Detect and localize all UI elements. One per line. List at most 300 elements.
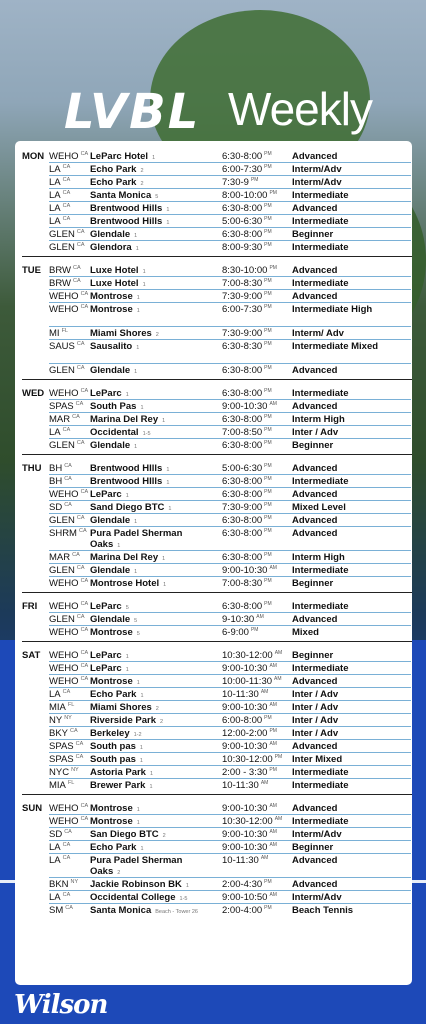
- wilson-logo: Wilson: [14, 990, 108, 1020]
- court-number: 1: [136, 308, 140, 314]
- venue-name: Montrose 5: [90, 627, 140, 638]
- row-separator: [49, 739, 411, 740]
- court-number: 1: [152, 155, 156, 161]
- state-code: CA: [62, 177, 71, 183]
- skill-level: Intermediate: [292, 663, 349, 674]
- brand-logo: LVBL: [64, 84, 201, 140]
- venue-name: Montrose 1: [90, 304, 140, 315]
- skill-level: Intermediate High: [292, 304, 373, 315]
- am-pm: PM: [269, 767, 277, 773]
- state-code: CA: [80, 151, 89, 157]
- location-code: WEHO $^{CA}$: [49, 388, 89, 400]
- venue-name: Santa Monica 5: [90, 190, 159, 201]
- row-separator: [49, 500, 411, 501]
- session-time: 10-11:30 $^{AM}$: [222, 780, 269, 792]
- location-code: WEHO $^{CA}$: [49, 803, 89, 815]
- state-code: CA: [80, 388, 89, 394]
- venue-name: San Diego BTC 2: [90, 829, 166, 840]
- row-separator: [49, 778, 411, 779]
- schedule-row: [15, 242, 412, 255]
- court-number: Beach - Tower 26: [155, 909, 198, 915]
- state-code: FL: [67, 702, 75, 708]
- state-code: CA: [75, 401, 84, 407]
- skill-level: Intermediate: [292, 216, 349, 227]
- venue-name: Riverside Park 2: [90, 715, 164, 726]
- state-code: CA: [70, 728, 78, 734]
- location-code: GLEN $^{CA}$: [49, 242, 85, 254]
- skill-level: Inter / Adv: [292, 427, 339, 438]
- session-time: 9:00-10:50 $^{AM}$: [222, 892, 277, 904]
- venue-name: Glendale 1: [90, 515, 138, 526]
- session-time: 6:30-8:00 $^{PM}$: [222, 365, 272, 377]
- day-label: WED: [22, 388, 45, 399]
- am-pm: PM: [274, 754, 283, 760]
- location-code: LA $^{CA}$: [49, 427, 71, 439]
- schedule-row: [15, 304, 412, 328]
- row-separator: [49, 276, 411, 277]
- am-pm: PM: [264, 440, 272, 446]
- court-number: 1: [134, 369, 138, 375]
- skill-level: Interm/Adv: [292, 164, 342, 175]
- session-time: 7:30-9 $^{PM}$: [222, 177, 259, 189]
- schedule-card: [15, 141, 412, 985]
- state-code: CA: [80, 601, 89, 607]
- state-code: CA: [80, 304, 89, 310]
- court-number: 1: [149, 771, 154, 777]
- am-pm: PM: [250, 627, 259, 633]
- skill-level: Inter / Adv: [292, 689, 339, 700]
- am-pm: PM: [269, 728, 277, 734]
- session-time: 6:00-7:30 $^{PM}$: [222, 304, 272, 316]
- court-number: 1: [136, 295, 140, 301]
- court-number: 1: [140, 405, 144, 411]
- court-number: 2: [155, 332, 159, 338]
- am-pm: PM: [269, 190, 277, 196]
- day-divider: [22, 641, 412, 642]
- skill-level: Advanced: [292, 614, 338, 625]
- court-number: 1: [117, 543, 121, 549]
- state-code: CA: [64, 463, 72, 469]
- court-number: 5: [155, 194, 159, 200]
- location-code: LA $^{CA}$: [49, 216, 71, 228]
- skill-level: Beginner: [292, 229, 334, 240]
- court-number: 1: [134, 233, 138, 239]
- row-separator: [49, 240, 411, 241]
- location-code: MIA $^{FL}$: [49, 780, 75, 792]
- am-pm: PM: [250, 177, 259, 183]
- session-time: 9:00-10:30 $^{AM}$: [222, 829, 277, 841]
- state-code: CA: [64, 829, 72, 835]
- am-pm: PM: [264, 151, 272, 157]
- row-separator: [49, 425, 411, 426]
- am-pm: AM: [260, 855, 269, 861]
- day-divider: [22, 256, 412, 257]
- am-pm: PM: [264, 304, 272, 310]
- skill-level: Advanced: [292, 855, 338, 866]
- location-code: LA $^{CA}$: [49, 892, 71, 904]
- court-number: 1: [136, 807, 140, 813]
- venue-name: Glendale 1: [90, 365, 138, 376]
- venue-name: Montrose 1: [90, 803, 140, 814]
- schedule-row: [15, 905, 412, 918]
- state-code: CA: [62, 427, 71, 433]
- skill-level: Intermediate Mixed: [292, 341, 379, 352]
- am-pm: AM: [256, 614, 264, 620]
- location-code: BRW $^{CA}$: [49, 265, 81, 277]
- row-separator: [49, 487, 411, 488]
- skill-level: Advanced: [292, 879, 338, 890]
- state-code: CA: [80, 803, 89, 809]
- state-code: FL: [67, 780, 75, 786]
- session-time: 9:00-10:30 $^{AM}$: [222, 663, 277, 675]
- am-pm: AM: [269, 401, 277, 407]
- session-time: 10:00-11:30 $^{AM}$: [222, 676, 282, 688]
- location-code: LA $^{CA}$: [49, 689, 71, 701]
- location-code: SD $^{CA}$: [49, 502, 72, 514]
- venue-name: Astoria Park 1: [90, 767, 154, 778]
- row-separator: [49, 526, 411, 527]
- state-code: CA: [62, 689, 71, 695]
- venue-name: LeParc 1: [90, 663, 129, 674]
- skill-level: Intermediate: [292, 190, 349, 201]
- location-code: LA $^{CA}$: [49, 190, 71, 202]
- venue-name: Echo Park 2: [90, 177, 144, 188]
- court-number: 2: [140, 181, 144, 187]
- row-separator: [49, 162, 411, 163]
- row-separator: [49, 412, 411, 413]
- row-separator: [49, 890, 411, 891]
- row-separator: [49, 188, 411, 189]
- location-code: WEHO $^{CA}$: [49, 578, 89, 590]
- court-number: 2: [162, 833, 166, 839]
- venue-name: Echo Park 1: [90, 689, 144, 700]
- row-separator: [49, 726, 411, 727]
- am-pm: AM: [269, 803, 277, 809]
- location-code: WEHO $^{CA}$: [49, 304, 89, 316]
- day-divider: [22, 379, 412, 380]
- session-time: 6:30-8:00 $^{PM}$: [222, 414, 272, 426]
- court-number: 1: [125, 392, 129, 398]
- venue-name: Sand Diego BTC 1: [90, 502, 172, 513]
- am-pm: PM: [269, 265, 277, 271]
- location-code: LA $^{CA}$: [49, 177, 71, 189]
- skill-level: Advanced: [292, 265, 338, 276]
- session-time: 10:30-12:00 $^{PM}$: [222, 754, 283, 766]
- court-number: 1: [142, 269, 146, 275]
- court-number: 1-5: [179, 896, 188, 902]
- session-time: 2:00 - 3:30 $^{PM}$: [222, 767, 277, 779]
- am-pm: PM: [264, 242, 272, 248]
- session-time: 2:00-4:00 $^{PM}$: [222, 905, 272, 917]
- row-separator: [49, 302, 411, 303]
- court-number: 1: [139, 758, 143, 764]
- venue-name: South pas 1: [90, 754, 143, 765]
- row-separator: [49, 289, 411, 290]
- skill-level: Advanced: [292, 365, 338, 376]
- venue-name: Glendora 1: [90, 242, 139, 253]
- row-separator: [49, 700, 411, 701]
- am-pm: PM: [264, 229, 272, 235]
- am-pm: AM: [269, 741, 277, 747]
- session-time: 12:00-2:00 $^{PM}$: [222, 728, 277, 740]
- location-code: WEHO $^{CA}$: [49, 676, 89, 688]
- skill-level: Advanced: [292, 291, 338, 302]
- venue-name: Pura Padel Sherman Oaks 1: [90, 528, 183, 550]
- location-code: SPAS $^{CA}$: [49, 741, 84, 753]
- venue-name: Luxe Hotel 1: [90, 278, 146, 289]
- court-number: 1: [162, 556, 166, 562]
- skill-level: Intermediate: [292, 780, 349, 791]
- court-number: 1: [135, 246, 139, 252]
- venue-name: Glendale 1: [90, 229, 138, 240]
- am-pm: PM: [264, 601, 272, 607]
- skill-level: Beginner: [292, 440, 334, 451]
- skill-level: Interm/Adv: [292, 892, 342, 903]
- court-number: 1: [136, 345, 140, 351]
- am-pm: PM: [264, 365, 272, 371]
- session-time: 6:30-8:00 $^{PM}$: [222, 476, 272, 488]
- state-code: CA: [80, 291, 89, 297]
- row-separator: [49, 765, 411, 766]
- session-time: 6:30-8:00 $^{PM}$: [222, 203, 272, 215]
- session-time: 6:30-8:30 $^{PM}$: [222, 341, 272, 353]
- location-code: WEHO $^{CA}$: [49, 291, 89, 303]
- state-code: CA: [80, 816, 89, 822]
- am-pm: PM: [264, 476, 272, 482]
- venue-name: Miami Shores 2: [90, 328, 159, 339]
- row-separator: [49, 612, 411, 613]
- am-pm: AM: [269, 892, 277, 898]
- venue-name: Echo Park 1: [90, 842, 144, 853]
- skill-level: Interm/Adv: [292, 177, 342, 188]
- venue-name: Sausalito 1: [90, 341, 140, 352]
- location-code: MI $^{FL}$: [49, 328, 68, 340]
- state-code: NY: [64, 715, 72, 721]
- court-number: 1: [125, 654, 129, 660]
- state-code: CA: [62, 203, 71, 209]
- am-pm: PM: [264, 905, 272, 911]
- session-time: 6:30-8:00 $^{PM}$: [222, 151, 272, 163]
- row-separator: [49, 339, 411, 340]
- session-time: 10:30-12:00 $^{AM}$: [222, 816, 283, 828]
- session-time: 7:00-8:30 $^{PM}$: [222, 278, 272, 290]
- court-number: 1-2: [133, 732, 142, 738]
- skill-level: Advanced: [292, 463, 338, 474]
- court-number: 1: [125, 493, 129, 499]
- location-code: NY $^{NY}$: [49, 715, 72, 727]
- session-time: 6-9:00 $^{PM}$: [222, 627, 259, 639]
- session-time: 8:00-10:00 $^{PM}$: [222, 190, 277, 202]
- location-code: BH $^{CA}$: [49, 463, 72, 475]
- am-pm: AM: [269, 565, 277, 571]
- session-time: 8:30-10:00 $^{PM}$: [222, 265, 277, 277]
- session-time: 10-11:30 $^{AM}$: [222, 855, 269, 867]
- location-code: NYC $^{NY}$: [49, 767, 79, 779]
- court-number: 1-5: [142, 431, 151, 437]
- state-code: CA: [76, 242, 85, 248]
- am-pm: PM: [264, 341, 272, 347]
- am-pm: PM: [264, 578, 272, 584]
- row-separator: [49, 674, 411, 675]
- state-code: CA: [72, 414, 80, 420]
- location-code: MIA $^{FL}$: [49, 702, 75, 714]
- schedule-row: [15, 780, 412, 793]
- location-code: SHRM $^{CA}$: [49, 528, 87, 540]
- venue-name: Santa Monica Beach - Tower 26: [90, 905, 198, 916]
- skill-level: Intermediate: [292, 242, 349, 253]
- session-time: 10:30-12:00 $^{AM}$: [222, 650, 283, 662]
- court-number: 5: [125, 605, 129, 611]
- court-number: 1: [149, 784, 153, 790]
- skill-level: Inter / Adv: [292, 728, 339, 739]
- session-time: 6:30-8:00 $^{PM}$: [222, 552, 272, 564]
- court-number: 1: [168, 506, 172, 512]
- location-code: LA $^{CA}$: [49, 203, 71, 215]
- skill-level: Intermediate: [292, 601, 349, 612]
- row-separator: [49, 814, 411, 815]
- court-number: 5: [134, 618, 138, 624]
- schedule-row: [15, 341, 412, 365]
- court-number: 1: [134, 569, 138, 575]
- row-separator: [49, 752, 411, 753]
- skill-level: Beginner: [292, 650, 334, 661]
- state-code: CA: [62, 892, 71, 898]
- session-time: 9-10:30 $^{AM}$: [222, 614, 264, 626]
- state-code: CA: [80, 489, 89, 495]
- session-time: 8:00-9:30 $^{PM}$: [222, 242, 272, 254]
- am-pm: AM: [260, 780, 269, 786]
- am-pm: PM: [264, 715, 272, 721]
- row-separator: [49, 474, 411, 475]
- row-separator: [49, 877, 411, 878]
- court-number: 1: [142, 282, 146, 288]
- venue-name: Marina Del Rey 1: [90, 414, 166, 425]
- skill-level: Advanced: [292, 515, 338, 526]
- skill-level: Advanced: [292, 803, 338, 814]
- state-code: CA: [76, 229, 85, 235]
- skill-level: Intermediate: [292, 816, 349, 827]
- state-code: CA: [80, 676, 89, 682]
- am-pm: PM: [264, 388, 272, 394]
- skill-level: Inter Mixed: [292, 754, 343, 765]
- session-time: 6:00-8:00 $^{PM}$: [222, 715, 272, 727]
- am-pm: AM: [269, 663, 277, 669]
- session-time: 7:30-9:00 $^{PM}$: [222, 328, 272, 340]
- court-number: 2: [140, 168, 144, 174]
- location-code: MAR $^{CA}$: [49, 414, 80, 426]
- am-pm: PM: [264, 502, 272, 508]
- venue-name: Brentwood Hills 1: [90, 203, 170, 214]
- venue-name: Echo Park 2: [90, 164, 144, 175]
- state-code: CA: [80, 663, 89, 669]
- venue-name: Montrose 1: [90, 676, 140, 687]
- day-divider: [22, 794, 412, 795]
- am-pm: PM: [264, 203, 272, 209]
- session-time: 6:30-8:00 $^{PM}$: [222, 388, 272, 400]
- venue-name: Montrose 1: [90, 816, 140, 827]
- schedule-row: [15, 627, 412, 640]
- schedule-row: [15, 440, 412, 453]
- court-number: 1: [136, 680, 140, 686]
- venue-name: Glendale 1: [90, 440, 138, 451]
- am-pm: PM: [264, 291, 272, 297]
- session-time: 6:30-8:00 $^{PM}$: [222, 229, 272, 241]
- day-label: FRI: [22, 601, 38, 612]
- location-code: BRW $^{CA}$: [49, 278, 81, 290]
- row-separator: [49, 625, 411, 626]
- court-number: 2: [117, 870, 121, 876]
- skill-level: Advanced: [292, 741, 338, 752]
- state-code: NY: [71, 767, 79, 773]
- court-number: 5: [136, 631, 140, 637]
- state-code: FL: [61, 328, 68, 334]
- am-pm: PM: [264, 879, 272, 885]
- row-separator: [49, 853, 411, 854]
- court-number: 1: [166, 220, 170, 226]
- state-code: CA: [64, 476, 72, 482]
- venue-name: Glendale 1: [90, 565, 138, 576]
- location-code: WEHO $^{CA}$: [49, 627, 89, 639]
- am-pm: PM: [264, 278, 272, 284]
- location-code: SD $^{CA}$: [49, 829, 72, 841]
- venue-name: LeParc Hotel 1: [90, 151, 156, 162]
- session-time: 6:30-8:00 $^{PM}$: [222, 528, 272, 540]
- venue-name: Miami Shores 2: [90, 702, 159, 713]
- day-divider: [22, 454, 412, 455]
- skill-level: Advanced: [292, 528, 338, 539]
- venue-name: LeParc 5: [90, 601, 129, 612]
- skill-level: Advanced: [292, 203, 338, 214]
- row-separator: [49, 201, 411, 202]
- court-number: 1: [136, 820, 140, 826]
- am-pm: AM: [269, 829, 277, 835]
- state-code: CA: [62, 216, 71, 222]
- am-pm: AM: [269, 842, 277, 848]
- court-number: 1: [139, 745, 143, 751]
- skill-level: Beginner: [292, 578, 334, 589]
- location-code: SPAS $^{CA}$: [49, 754, 84, 766]
- skill-level: Advanced: [292, 401, 338, 412]
- skill-level: Interm/Adv: [292, 829, 342, 840]
- venue-name: LeParc 1: [90, 388, 129, 399]
- row-separator: [49, 576, 411, 577]
- skill-level: Interm High: [292, 552, 345, 563]
- skill-level: Intermediate: [292, 388, 349, 399]
- location-code: WEHO $^{CA}$: [49, 816, 89, 828]
- venue-name: Montrose Hotel 1: [90, 578, 167, 589]
- skill-level: Beach Tennis: [292, 905, 354, 916]
- am-pm: PM: [264, 515, 272, 521]
- state-code: CA: [78, 528, 87, 534]
- venue-name: South Pas 1: [90, 401, 144, 412]
- schedule-row: [15, 365, 412, 378]
- session-time: 9:00-10:30 $^{AM}$: [222, 401, 277, 413]
- location-code: WEHO $^{CA}$: [49, 650, 89, 662]
- location-code: BH $^{CA}$: [49, 476, 72, 488]
- location-code: SAUS $^{CA}$: [49, 341, 85, 353]
- schedule-row: [15, 578, 412, 591]
- location-code: LA $^{CA}$: [49, 855, 71, 867]
- court-number: 1: [125, 667, 129, 673]
- schedule-row: [15, 528, 412, 552]
- row-separator: [49, 827, 411, 828]
- state-code: CA: [75, 741, 84, 747]
- location-code: GLEN $^{CA}$: [49, 565, 85, 577]
- court-number: 1: [166, 207, 170, 213]
- court-number: 1: [166, 480, 170, 486]
- skill-level: Inter / Adv: [292, 702, 339, 713]
- venue-name: Marina Del Rey 1: [90, 552, 166, 563]
